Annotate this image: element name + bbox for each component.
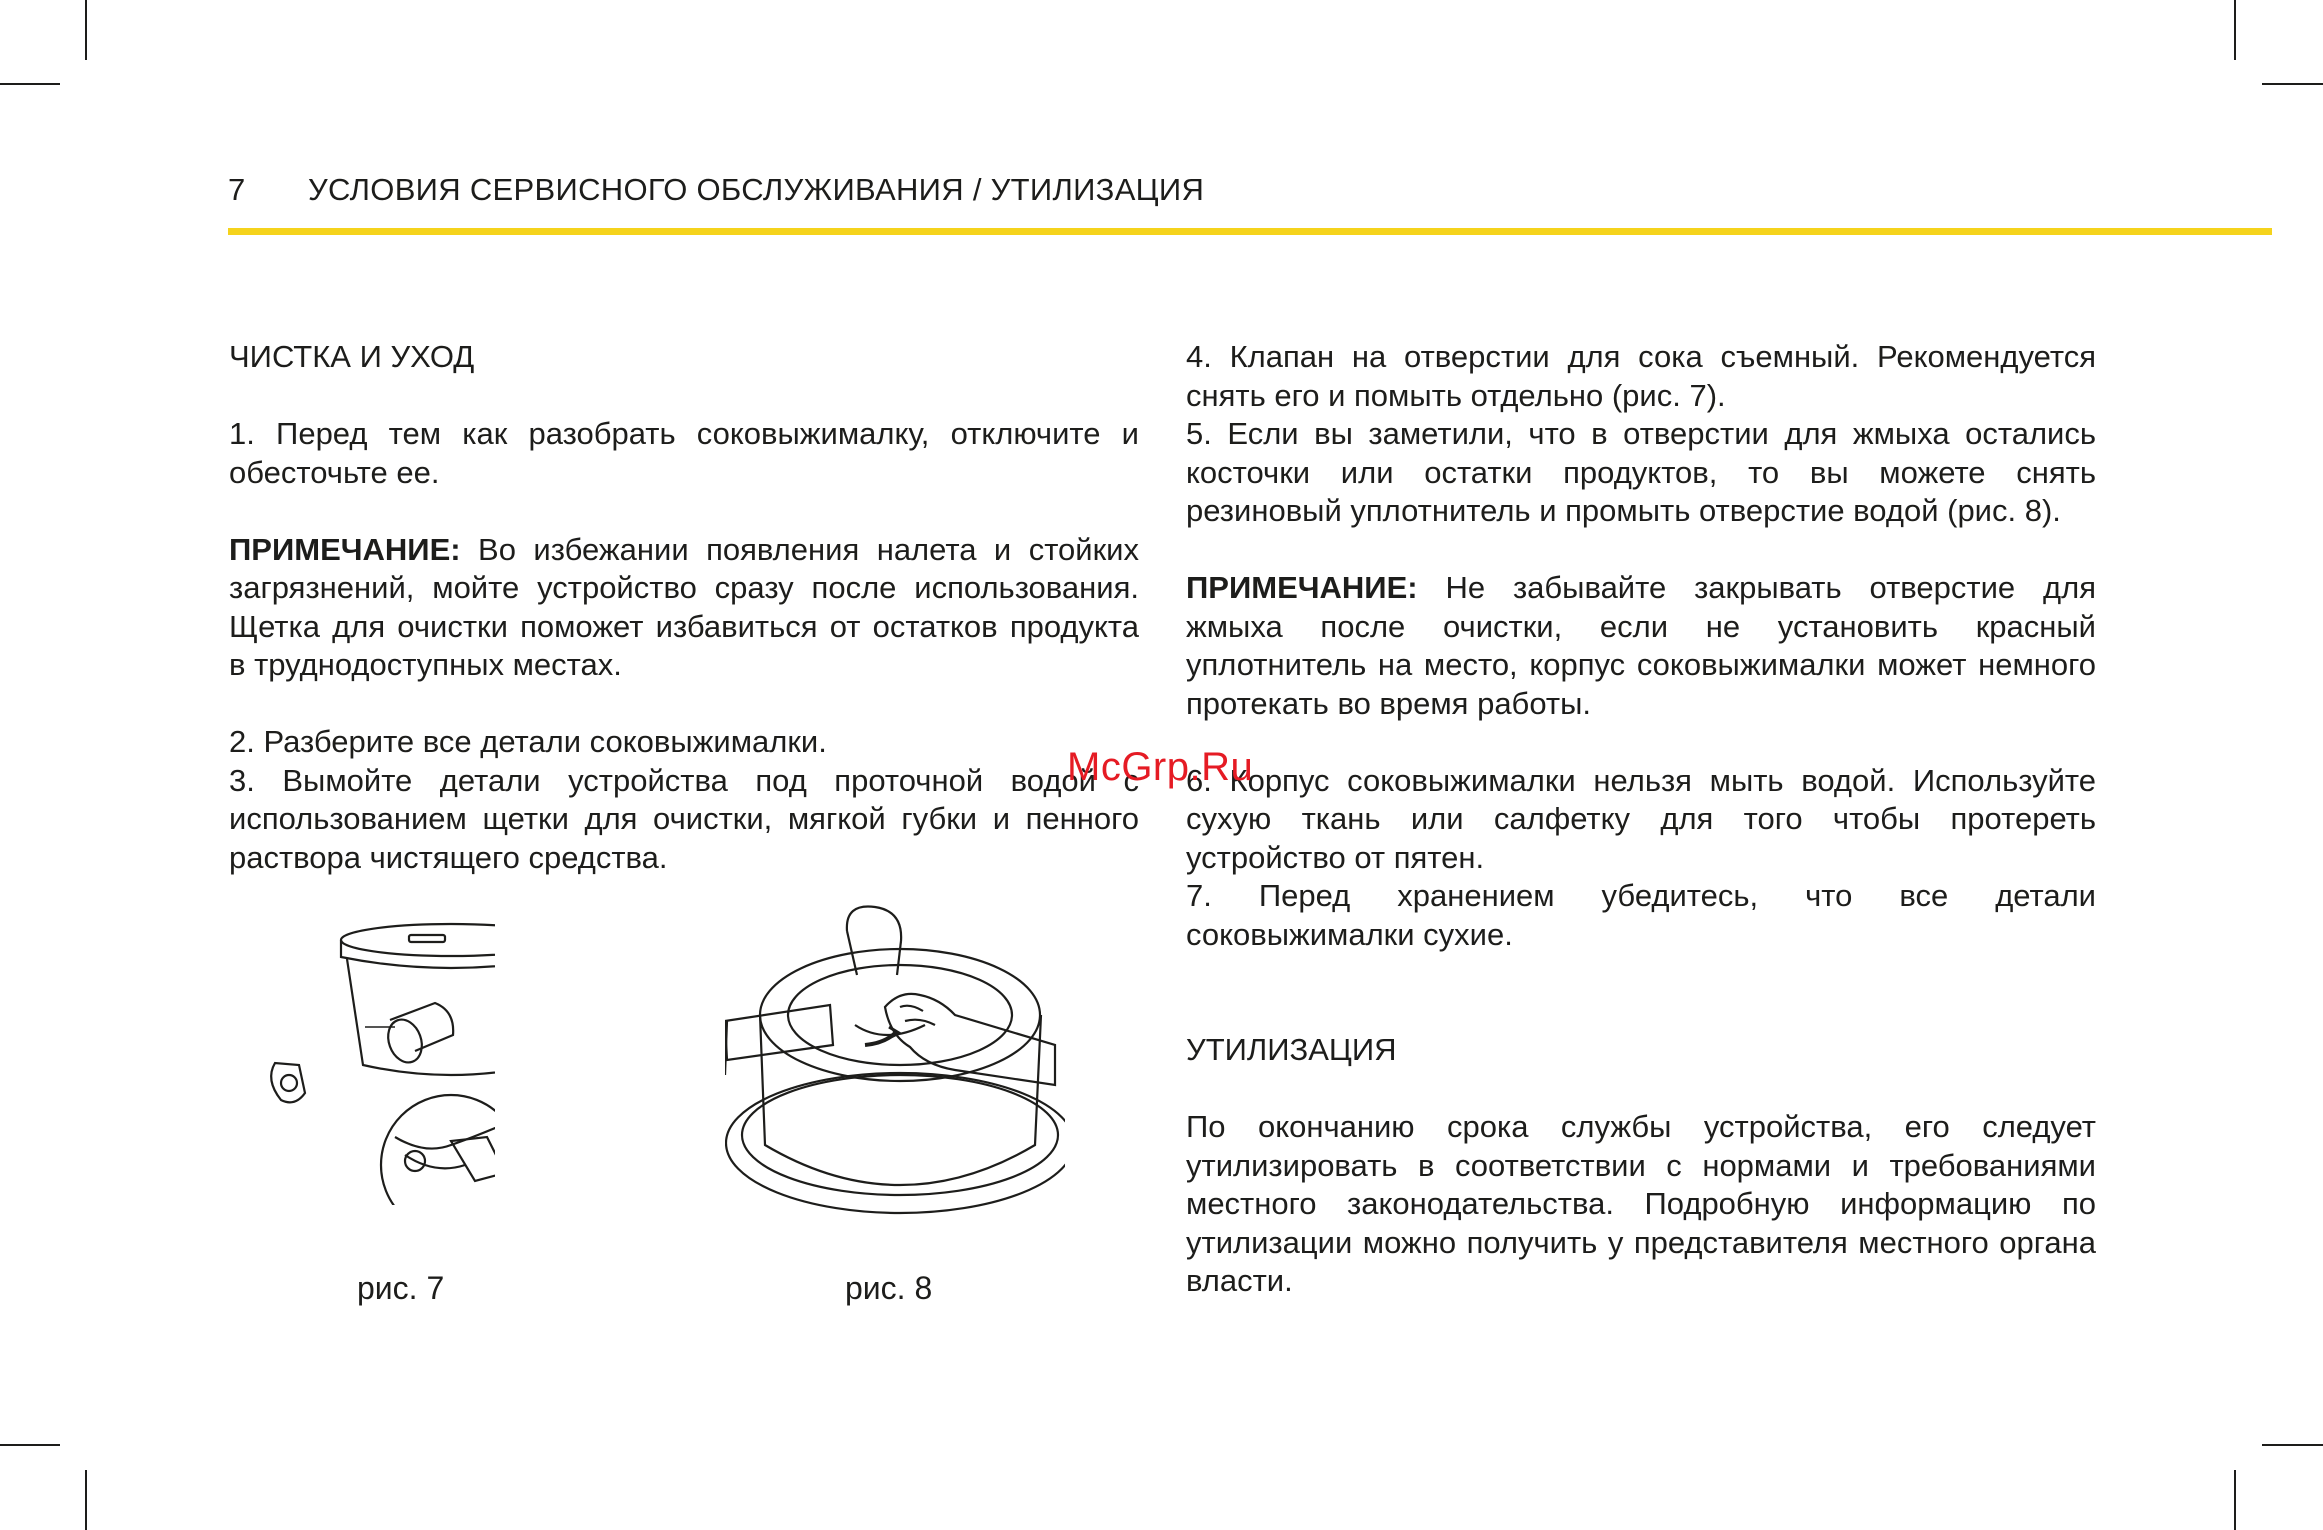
figure-8-illustration <box>725 895 1065 1235</box>
section-heading-disposal: УТИЛИЗАЦИЯ <box>1186 1032 1397 1067</box>
right-column <box>1186 338 2096 1301</box>
crop-mark <box>85 0 87 60</box>
crop-mark <box>85 1470 87 1530</box>
crop-mark <box>0 83 60 85</box>
crop-mark <box>0 1444 60 1446</box>
instruction-5: 5. Если вы заметили, что в отверстии для жмыха остались косточки или остатки продуктов, то вы можете снять резиновый уплотнитель и промыть отверстие водой (рис. 8). <box>1186 416 2096 528</box>
instruction-6: 6. Корпус соковыжималки нельзя мыть водой. Используйте сухую ткань или салфетку для того чтобы протереть устройство от пятен. <box>1186 762 2096 875</box>
page-number: 7 <box>228 172 246 207</box>
crop-mark <box>2262 1444 2323 1446</box>
section-heading-cleaning: ЧИСТКА И УХОД <box>229 339 475 374</box>
crop-mark <box>2262 83 2323 85</box>
page-title: УСЛОВИЯ СЕРВИСНОГО ОБСЛУЖИВАНИЯ / УТИЛИЗАЦИЯ <box>308 172 1205 207</box>
note-text: Не забывайте закрывать отверстие для жмыха после очистки, если не установить красный уплотнитель на место, корпус соковыжималки может немного протекать во время работы. <box>1186 570 2096 721</box>
left-column <box>229 338 1139 877</box>
instruction-2: 2. Разберите все детали соковыжималки. <box>229 724 827 759</box>
instruction-4: 4. Клапан на отверстии для сока съемный. Рекомендуется снять его и помыть отдельно (рис. 7). <box>1186 339 2096 413</box>
crop-mark <box>2234 1470 2236 1530</box>
note-1 <box>229 531 1139 685</box>
instruction-3: 3. Вымойте детали устройства под проточной водой с использованием щетки для очистки, мягкой губки и пенного раствора чистящего средства. <box>229 762 1139 875</box>
instruction-7: 7. Перед хранением убедитесь, что все детали соковыжималки сухие. <box>1186 878 2096 952</box>
note-label: ПРИМЕЧАНИЕ: <box>229 531 461 567</box>
watermark: McGrp.Ru <box>1067 745 1254 789</box>
instruction-1: 1. Перед тем как разобрать соковыжималку, отключите и обесточьте ее. <box>229 416 1139 490</box>
disposal-text: По окончанию срока службы устройства, его следует утилизировать в соответствии с нормами и требованиями местного законодательства. Подробную информацию по утилизации можно получить у представителя местного органа власти. <box>1186 1109 2096 1298</box>
figure-7-caption: рис. 7 <box>357 1270 445 1306</box>
note-2 <box>1186 569 2096 723</box>
figure-8-caption: рис. 8 <box>845 1270 933 1306</box>
crop-mark <box>2234 0 2236 60</box>
note-text: Во избежании появления налета и стойких загрязнений, мойте устройство сразу после использования. Щетка для очистки поможет избавиться от остатков продукта в труднодоступных местах. <box>229 531 1139 682</box>
note-label: ПРИМЕЧАНИЕ: <box>1186 570 1418 605</box>
figure-7-illustration <box>255 915 495 1205</box>
header-rule <box>228 228 2272 235</box>
